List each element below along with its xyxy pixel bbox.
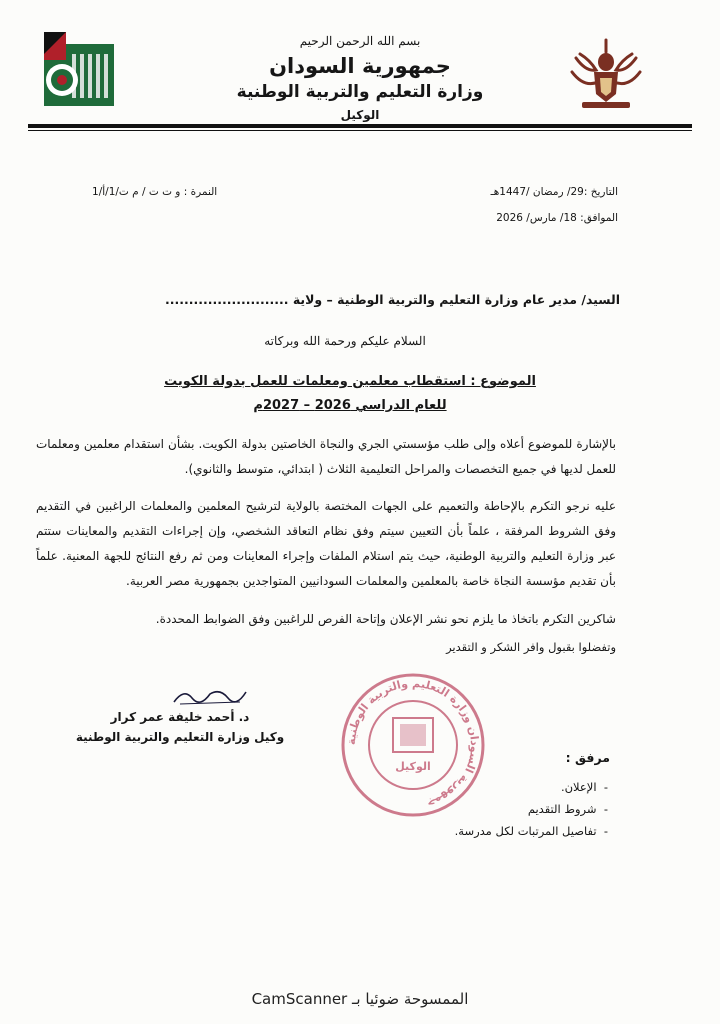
signatory-title: وكيل وزارة التعليم والتربية الوطنية: [75, 730, 285, 744]
subject-line: الموضوع : استقطاب معلمين ومعلمات للعمل بدولة الكويت: [164, 374, 536, 389]
closing-regards: وتفضلوا بقبول وافر الشكر و التقدير: [446, 640, 616, 654]
attachment-label: تفاصيل المرتبات لكل مدرسة.: [454, 824, 597, 838]
scanner-watermark: الممسوحة ضوئيا بـ CamScanner: [251, 990, 469, 1008]
basmala: بسم الله الرحمن الرحيم: [299, 34, 421, 48]
reference-number: النمرة : و ت ت / م ت/1/أ/1: [92, 186, 218, 198]
attachment-item: - شروط التقديم: [527, 802, 608, 816]
attachment-label: شروط التقديم: [527, 802, 597, 816]
signatory-name: د. أحمد خليفة عمر كرار: [110, 710, 250, 724]
attachment-item: - الإعلان.: [560, 780, 608, 794]
date-hijri: التاريخ :29/ رمضان /1447هـ: [490, 186, 618, 198]
closing-request: شاكرين التكرم باتخاذ ما يلزم نحو نشر الإعلان وإتاحة الفرص للراغبين وفق الضوابط المحددة.: [155, 612, 616, 626]
stamp-center-text: الوكيل: [395, 760, 431, 773]
date-gregorian: الموافق: 18/ مارس/ 2026: [496, 212, 618, 224]
sudan-emblem-icon: [566, 32, 646, 114]
body-paragraph-2: عليه نرجو التكرم بالإحاطة والتعميم على الجهات المختصة بالولاية لترشيح المعلمين والمعلمات الراغبين في التقديم وفق الشروط المرفقة ، علماً بأن التعيين سيتم وفق نظام التعاقد الشخصي، وإن إجراءات التقديم والمعاينات ستتم عبر وزارة التعليم والتربية الوطنية، حيث يتم استلام الملفات وإجراء المعاينات ومن ثم رفع النتائج للجهة المعنية. علماً بأن تقديم مؤسسة النجاة خاصة بالمعلمين والمعلمات السودانيين المتواجدين بجمهورية مصر العربية.: [36, 499, 616, 588]
greeting: السلام عليكم ورحمة الله وبركاته: [264, 334, 426, 348]
stamp-ring-text: جمهورية السودان وزارة التعليم والتربية الوطنية: [344, 676, 482, 812]
ministry-title: وزارة التعليم والتربية الوطنية: [236, 82, 484, 102]
official-stamp: [338, 670, 488, 820]
handwritten-signature: [170, 684, 250, 708]
attachment-label: الإعلان.: [560, 780, 597, 794]
body-paragraph-1: بالإشارة للموضوع أعلاه وإلى طلب مؤسستي الجري والنجاة الخاصتين بدولة الكويت. بشأن استقدام معلمين ومعلمات للعمل لديها في جميع التخصصات والمراحل التعليمية الثلاث ( ابتدائي، متوسط والثانوي).: [36, 437, 616, 476]
subject-year-line: للعام الدراسي 2026 – 2027م: [253, 398, 447, 413]
header-divider-thick: [28, 124, 692, 128]
addressee: السيد/ مدير عام وزارة التعليم والتربية الوطنية – ولاية ..........................: [165, 292, 620, 307]
republic-title: جمهورية السودان: [269, 54, 451, 78]
office-title: الوكيل: [340, 108, 380, 122]
ministry-logo: [40, 26, 118, 112]
header-divider-thin: [28, 130, 692, 131]
attachments-title: مرفق :: [565, 750, 610, 765]
attachment-item: - تفاصيل المرتبات لكل مدرسة.: [454, 824, 608, 838]
